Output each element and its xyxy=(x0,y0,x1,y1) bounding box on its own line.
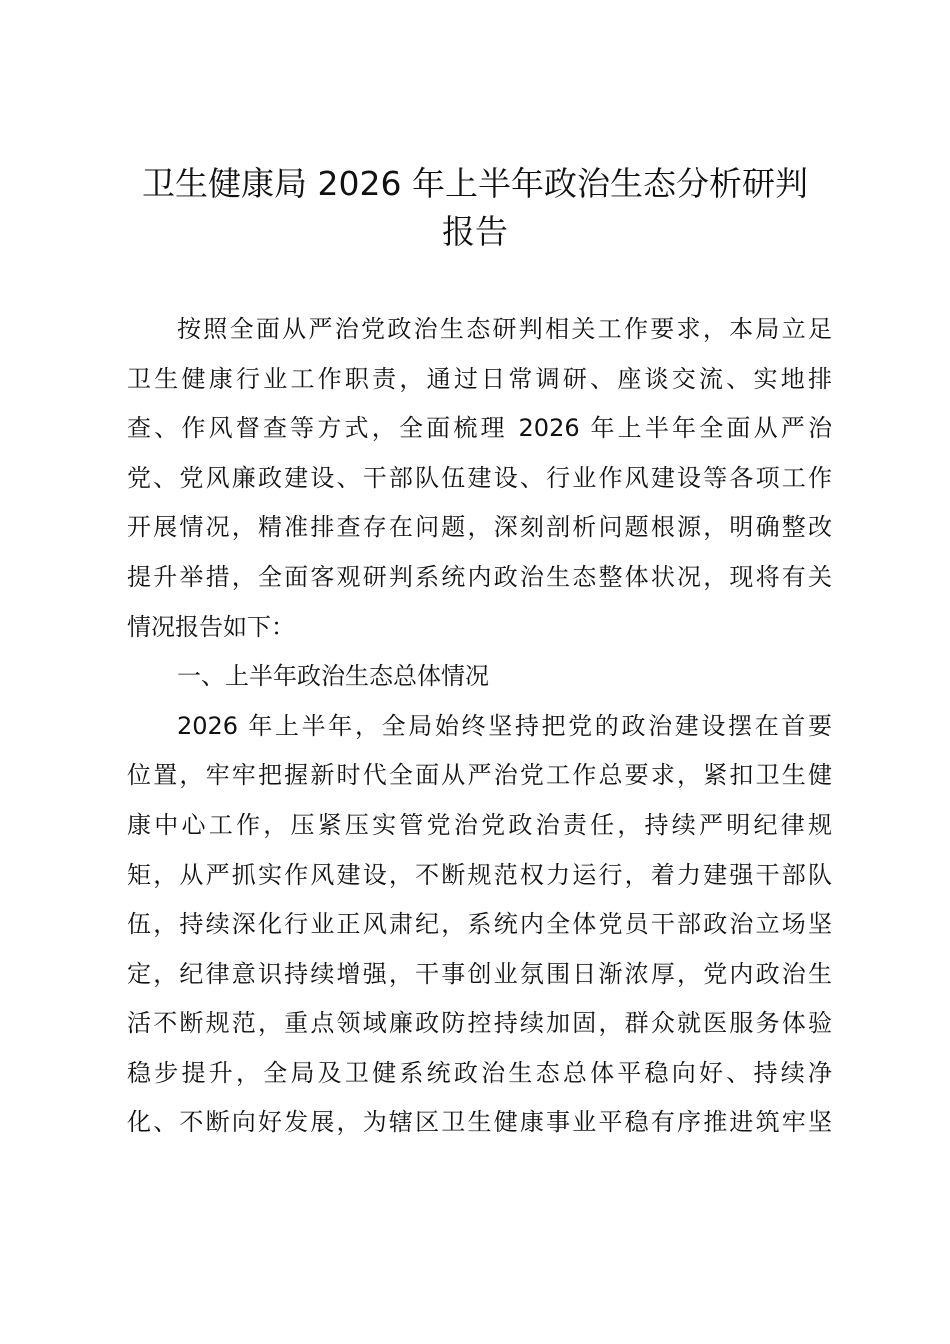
paragraph-line: 卫生健康行业工作职责，通过日常调研、座谈交流、实地排 xyxy=(127,365,832,393)
paragraph-line: 情况报告如下： xyxy=(127,613,295,641)
paragraph-line: 查、作风督查等方式，全面梳理 2026 年上半年全面从严治 xyxy=(127,414,832,442)
paragraph-line: 活不断规范，重点领域廉政防控持续加固，群众就医服务体验 xyxy=(127,1009,832,1037)
paragraph-line: 康中心工作，压紧压实管党治党政治责任，持续严明纪律规 xyxy=(127,811,832,839)
section-heading: 一、上半年政治生态总体情况 xyxy=(177,662,489,690)
document-title-line-2: 报告 xyxy=(442,212,508,251)
paragraph-line: 定，纪律意识持续增强，干事创业氛围日渐浓厚，党内政治生 xyxy=(127,960,832,988)
paragraph-line: 矩，从严抓实作风建设，不断规范权力运行，着力建强干部队 xyxy=(127,861,832,889)
paragraph-line: 位置，牢牢把握新时代全面从严治党工作总要求，紧扣卫生健 xyxy=(127,761,832,789)
paragraph-line: 按照全面从严治党政治生态研判相关工作要求，本局立足 xyxy=(177,315,832,343)
paragraph-line: 稳步提升，全局及卫健系统政治生态总体平稳向好、持续净 xyxy=(127,1059,832,1087)
paragraph-line: 提升举措，全面客观研判系统内政治生态整体状况，现将有关 xyxy=(127,563,832,591)
paragraph-line: 化、不断向好发展，为辖区卫生健康事业平稳有序推进筑牢坚 xyxy=(127,1108,832,1136)
paragraph-line: 2026 年上半年，全局始终坚持把党的政治建设摆在首要 xyxy=(177,712,832,740)
paragraph-line: 党、党风廉政建设、干部队伍建设、行业作风建设等各项工作 xyxy=(127,464,832,492)
document-title-line-1: 卫生健康局 2026 年上半年政治生态分析研判 xyxy=(142,164,808,203)
paragraph-line: 开展情况，精准排查存在问题，深刻剖析问题根源，明确整改 xyxy=(127,513,832,541)
paragraph-line: 伍，持续深化行业正风肃纪，系统内全体党员干部政治立场坚 xyxy=(127,910,832,938)
